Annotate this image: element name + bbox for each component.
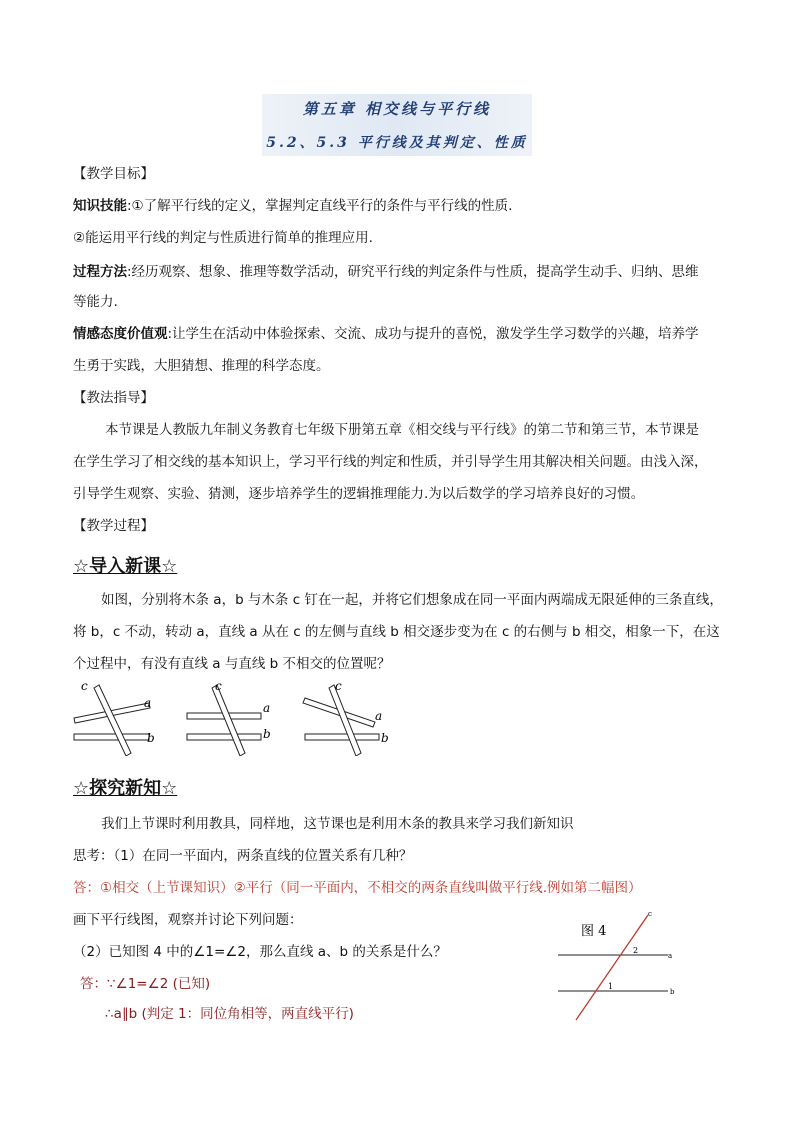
answer-3: ∴a∥b (判定 1：同位角相等，两直线平行) [105, 1006, 354, 1022]
question-1: 思考：（1）在同一平面内，两条直线的位置关系有几种？ [73, 848, 413, 864]
guidance-header: 【教法指导】 [73, 390, 154, 406]
section-title: 5.2、5.3 平行线及其判定、性质 [266, 135, 528, 151]
title-banner [262, 94, 532, 156]
guidance-line-1: 本节课是人教版九年制义务教育七年级下册第五章《相交线与平行线》的第二节和第三节，本节课是 [105, 422, 699, 438]
fig3-label-b: b [381, 731, 389, 745]
knowledge-line-2: ②能运用平行线的判定与性质进行简单的推理应用. [73, 230, 373, 246]
process-text-1: :经历观察、想象、推理等数学活动，研究平行线的判定条件与性质，提高学生动手、归纳、思维 [127, 264, 699, 280]
intro-line-3: 个过程中，有没有直线 a 与直线 b 不相交的位置呢？ [73, 656, 391, 672]
emotion-line-1 [73, 324, 699, 344]
fig2-label-b: b [263, 727, 271, 741]
fig4-label-c: c [648, 910, 652, 918]
knowledge-text-1: :①了解平行线的定义，掌握判定直线平行的条件与平行线的性质. [127, 198, 513, 214]
figure-4 [548, 908, 688, 1024]
fig3-label-c: c [335, 679, 342, 693]
fig4-angle-2: 2 [633, 946, 639, 955]
fig4-label-b: b [670, 988, 675, 996]
emotion-label: 情感态度价值观 [73, 326, 168, 342]
emotion-line-2: 生勇于实践，大胆猜想、推理的科学态度。 [73, 358, 330, 374]
strip-figure-2 [187, 679, 271, 756]
answer-1: 答：①相交（上节课知识）②平行（同一平面内，不相交的两条直线叫做平行线.例如第二幅图） [73, 880, 642, 896]
wooden-strips-figures [65, 676, 405, 756]
knowledge-line-1 [73, 196, 512, 216]
fig1-label-c: c [81, 679, 88, 693]
emotion-text-1: :让学生在活动中体验探索、交流、成功与提升的喜悦，激发学生学习数学的兴趣，培养学 [167, 326, 699, 342]
process-header: 【教学过程】 [73, 518, 154, 534]
knowledge-label: 知识技能 [73, 198, 127, 214]
intro-line-1: 如图，分别将木条 a，b 与木条 c 钉在一起，并将它们想象成在同一平面内两端成无限延伸的三条直线， [101, 592, 723, 608]
explore-intro: 我们上节课时利用教具，同样地，这节课也是利用木条的教具来学习我们新知识 [101, 816, 574, 832]
guidance-line-3: 引导学生观察、实验、猜测，逐步培养学生的逻辑推理能力.为以后数学的学习培养良好的习惯。 [73, 486, 645, 502]
fig4-title: 图 4 [581, 924, 607, 939]
fig3-label-a: a [375, 709, 383, 723]
chapter-title: 第五章 相交线与平行线 [302, 100, 492, 118]
process-line-2: 等能力. [73, 294, 118, 310]
objectives-header: 【教学目标】 [73, 166, 154, 182]
process-label: 过程方法 [73, 264, 127, 280]
intro-line-2: 将 b，c 不动，转动 a，直线 a 从在 c 的左侧与直线 b 相交逐步变为在 c 的右侧与 b 相交，相象一下，在这 [73, 624, 720, 640]
fig1-label-b: b [147, 731, 155, 745]
explore-heading: ☆探究新知☆ [73, 778, 178, 799]
answer-2: 答：∵∠1=∠2 (已知) [80, 976, 211, 992]
strip-figure-3 [303, 679, 389, 756]
fig4-angle-1: 1 [608, 982, 614, 991]
draw-instruction: 画下平行线图，观察并讨论下列问题： [73, 912, 303, 928]
guidance-line-2: 在学生学习了相交线的基本知识上，学习平行线的判定和性质，并引导学生用其解决相关问题。由浅入深， [73, 454, 708, 470]
question-2: （2）已知图 4 中的∠1=∠2，那么直线 a、b 的关系是什么？ [73, 944, 447, 960]
fig2-label-a: a [263, 701, 271, 715]
strip-figure-1 [74, 679, 155, 756]
fig2-label-c: c [215, 679, 222, 693]
fig4-label-a: a [668, 952, 673, 960]
fig1-label-a: a [144, 696, 152, 710]
process-line-1 [73, 262, 699, 282]
intro-heading: ☆导入新课☆ [73, 556, 178, 577]
